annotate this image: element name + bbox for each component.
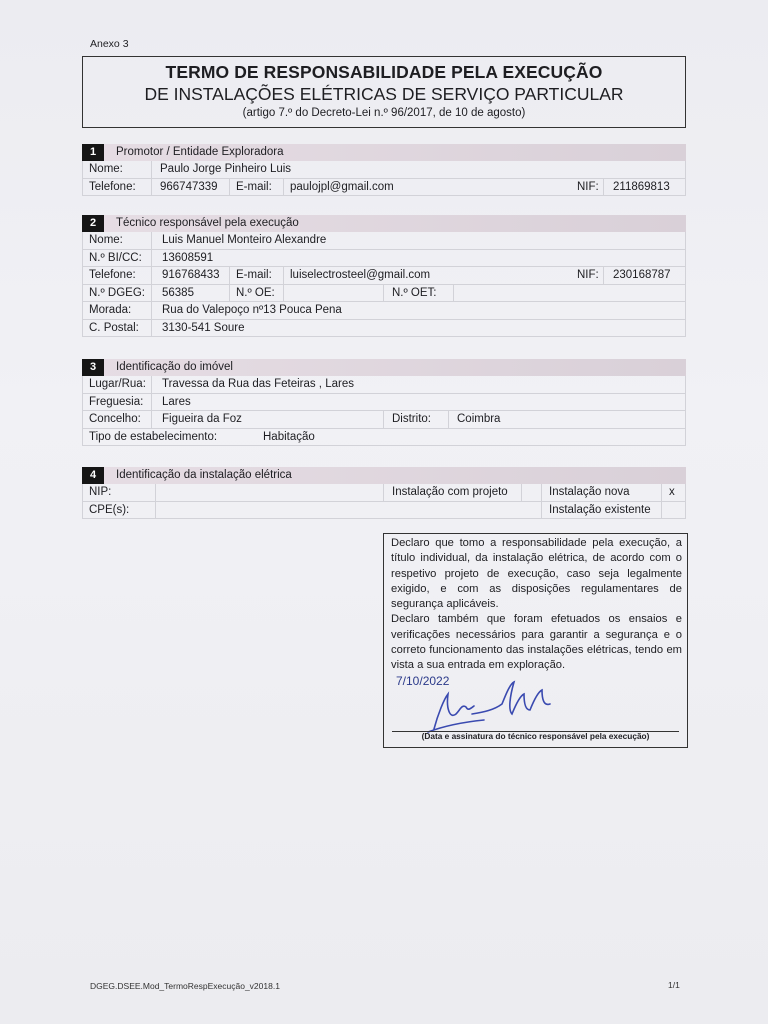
installation-nip-row (83, 484, 685, 502)
section-property (82, 359, 686, 446)
technician-dgeg-value: 56385 (162, 286, 194, 299)
section-2-header (82, 215, 686, 232)
installation-project-label: Instalação com projeto (392, 486, 508, 498)
technician-email-label: E-mail: (236, 269, 272, 281)
installation-cpe-row (83, 502, 685, 520)
section-2-title: Técnico responsável pela execução (116, 217, 299, 229)
section-1-title: Promotor / Entidade Exploradora (116, 146, 284, 158)
section-3-number: 3 (82, 359, 104, 376)
property-county-value: Figueira da Foz (162, 413, 242, 425)
installation-nip-label: NIP: (89, 486, 112, 498)
technician-address-value: Rua do Valepoço nº13 Pouca Pena (162, 304, 342, 316)
section-1-number: 1 (82, 144, 104, 161)
property-street-value: Travessa da Rua das Feteiras , Lares (162, 378, 354, 390)
promoter-email-value: paulojpl@gmail.com (290, 180, 394, 193)
technician-contact-row (83, 267, 685, 285)
section-promoter (82, 144, 686, 196)
title-legal-reference: (artigo 7.º do Decreto-Lei n.º 96/2017, de 10 de agosto) (242, 107, 526, 119)
property-district-value: Coimbra (457, 413, 501, 425)
technician-nif-value: 230168787 (613, 269, 671, 281)
property-street-row (83, 376, 685, 394)
promoter-name-row (83, 161, 685, 179)
section-4-number: 4 (82, 467, 104, 484)
promoter-phone-label: Telefone: (89, 180, 136, 193)
property-type-row (83, 429, 685, 447)
property-parish-row (83, 394, 685, 412)
technician-registry-row (83, 285, 685, 303)
technician-address-row (83, 302, 685, 320)
technician-bi-value: 13608591 (162, 251, 214, 264)
section-1-header (82, 144, 686, 161)
section-technician (82, 215, 686, 337)
property-type-label: Tipo de estabelecimento: (89, 430, 218, 443)
annex-label: Anexo 3 (90, 38, 129, 50)
declaration-date: 7/10/2022 (396, 674, 450, 688)
technician-postal-value: 3130-541 Soure (162, 321, 245, 334)
property-district-label: Distrito: (392, 413, 431, 425)
promoter-name-value: Paulo Jorge Pinheiro Luis (160, 163, 292, 175)
property-parish-label: Freguesia: (89, 395, 144, 408)
installation-new-mark: x (669, 486, 675, 498)
promoter-phone-value: 966747339 (160, 180, 218, 193)
property-county-label: Concelho: (89, 413, 141, 425)
footer-page-number: 1/1 (668, 980, 680, 990)
promoter-name-label: Nome: (89, 163, 123, 175)
promoter-email-label: E-mail: (236, 180, 272, 193)
installation-existing-label: Instalação existente (549, 503, 651, 516)
installation-new-label: Instalação nova (549, 486, 630, 498)
section-4-header (82, 467, 686, 484)
section-4-title: Identificação da instalação elétrica (116, 469, 292, 481)
section-2-number: 2 (82, 215, 104, 232)
document-title-box (82, 56, 686, 128)
technician-oe-label: N.º OE: (236, 286, 275, 299)
technician-name-row (83, 232, 685, 250)
section-3-header (82, 359, 686, 376)
technician-email-value: luiselectrosteel@gmail.com (290, 269, 431, 281)
technician-nif-label: NIF: (577, 269, 599, 281)
property-street-label: Lugar/Rua: (89, 378, 146, 390)
declaration-paragraph-2: Declaro também que foram efetuados os ensaios e verificações necessários para garantir a segurança e o correto funcionamento das instalações elétricas, tendo em vista a sua entrada em exploração. (391, 613, 682, 672)
section-installation (82, 467, 686, 519)
promoter-contact-row (83, 179, 685, 197)
technician-address-label: Morada: (89, 304, 132, 316)
technician-oet-label: N.º OET: (392, 286, 437, 299)
technician-bi-label: N.º BI/CC: (89, 251, 142, 264)
property-county-row (83, 411, 685, 429)
technician-phone-label: Telefone: (89, 269, 136, 281)
title-line-1: TERMO DE RESPONSABILIDADE PELA EXECUÇÃO (165, 62, 603, 82)
declaration-box (383, 533, 688, 748)
technician-id-row (83, 250, 685, 268)
technician-phone-value: 916768433 (162, 269, 220, 281)
section-3-title: Identificação do imóvel (116, 361, 233, 373)
signature-caption: (Data e assinatura do técnico responsável pela execução) (421, 730, 650, 741)
declaration-paragraph-1: Declaro que tomo a responsabilidade pela execução, a título individual, da instalação elétrica, de acordo com o respetivo projeto de execução, caso seja legalmente exigido, e com as disposições regulamentares de segurança aplicáveis. (391, 537, 682, 611)
footer-form-code: DGEG.DSEE.Mod_TermoRespExecução_v2018.1 (90, 981, 280, 991)
technician-name-label: Nome: (89, 234, 123, 246)
technician-name-value: Luis Manuel Monteiro Alexandre (162, 234, 327, 246)
title-line-2: DE INSTALAÇÕES ELÉTRICAS DE SERVIÇO PARTICULAR (144, 84, 624, 104)
installation-cpe-label: CPE(s): (89, 503, 130, 516)
technician-postal-label: C. Postal: (89, 321, 139, 334)
property-parish-value: Lares (162, 395, 191, 408)
signature-image (424, 674, 574, 736)
promoter-nif-label: NIF: (577, 180, 599, 193)
promoter-nif-value: 211869813 (613, 180, 670, 193)
property-type-value: Habitação (263, 430, 315, 443)
technician-dgeg-label: N.º DGEG: (89, 286, 145, 299)
technician-postal-row (83, 320, 685, 338)
